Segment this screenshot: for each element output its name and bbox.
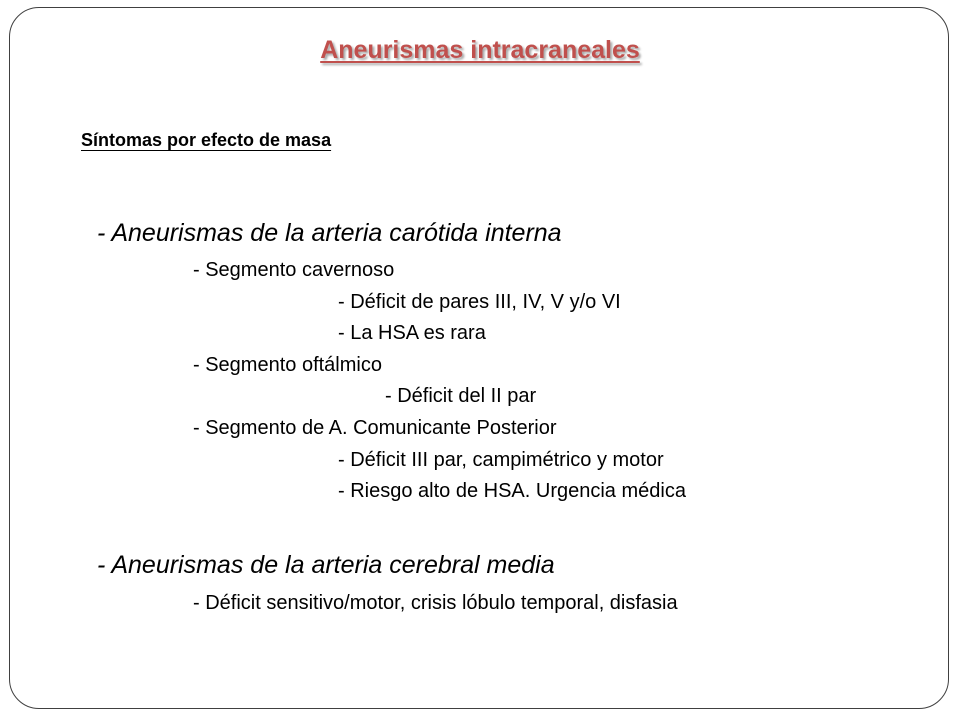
list-item-deficit-pares: - Déficit de pares III, IV, V y/o VI [338,291,621,313]
list-item-segmento-cavernoso: - Segmento cavernoso [193,259,395,281]
list-item-riesgo-hsa: - Riesgo alto de HSA. Urgencia médica [338,480,686,502]
list-item-deficit-ii-par: - Déficit del II par [385,385,537,407]
list-item-hsa-rara: - La HSA es rara [338,322,486,344]
list-item-segmento-comunicante: - Segmento de A. Comunicante Posterior [193,417,557,439]
list-item-segmento-oftalmico: - Segmento oftálmico [193,354,382,376]
list-item-deficit-iii-par: - Déficit III par, campimétrico y motor [338,449,664,471]
list-item-deficit-sensitivo: - Déficit sensitivo/motor, crisis lóbulo temporal, disfasia [193,592,678,614]
slide-title: Aneurismas intracraneales [320,36,640,64]
section-heading-cerebral-media: - Aneurismas de la arteria cerebral media [97,551,555,579]
section-heading-carotida: - Aneurismas de la arteria carótida interna [97,219,562,247]
section-subtitle: Síntomas por efecto de masa [81,130,332,150]
